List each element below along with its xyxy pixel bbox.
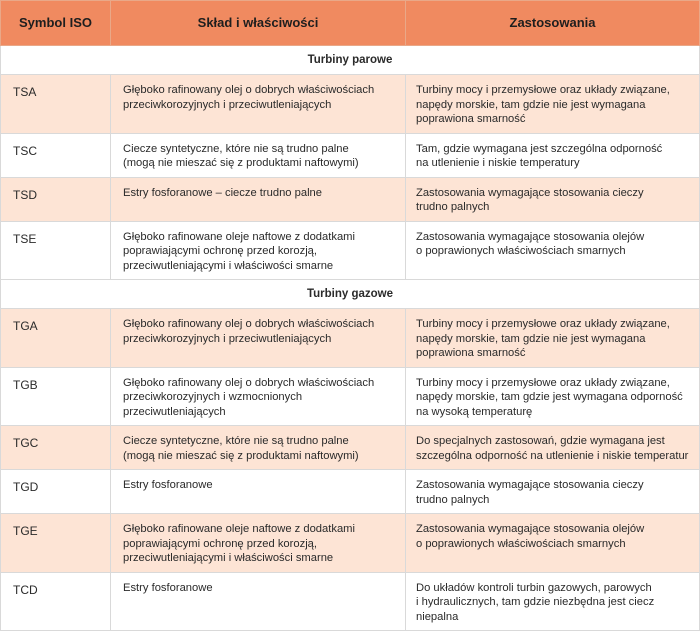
cell-line: poprawiona smarność — [416, 113, 526, 125]
cell-line: Zastosowania wymagające stosowania cieczy — [416, 186, 644, 199]
cell-line: Głęboko rafinowane oleje naftowe z dodatkami — [123, 230, 355, 243]
cell-line: o poprawionych właściwościach smarnych — [416, 537, 626, 550]
cell-line: napędy morskie, tam gdzie jest wymagana odporność — [416, 391, 683, 403]
cell-line: przeciwkorozyjnych i przeciwutleniających — [123, 332, 332, 345]
composition-cell — [111, 572, 406, 631]
cell-line: napędy morskie, tam gdzie nie jest wymagana — [416, 98, 646, 111]
symbol-cell: TCD — [1, 572, 111, 631]
composition-cell — [111, 367, 406, 426]
composition-cell — [111, 426, 406, 470]
cell-line: trudno palnych — [416, 201, 490, 213]
table-row — [1, 309, 700, 368]
cell-line: na utlenienie i niskie temperatury — [416, 157, 580, 169]
cell-line: Głęboko rafinowany olej o dobrych właściwościach — [123, 376, 375, 389]
symbol-cell: TGE — [1, 514, 111, 573]
cell-line: Zastosowania wymagające stosowania cieczy — [416, 479, 644, 491]
applications-cell — [406, 470, 700, 514]
cell-line: (mogą nie mieszać się z produktami naftowymi) — [123, 157, 359, 169]
composition-cell — [111, 221, 406, 280]
applications-cell — [406, 426, 700, 470]
applications-cell — [406, 221, 700, 280]
cell-line: Estry fosforanowe – ciecze trudno palne — [123, 186, 322, 199]
symbol-cell: TSD — [1, 177, 111, 221]
symbol-cell: TGD — [1, 470, 111, 514]
cell-line: Turbiny mocy i przemysłowe oraz układy związane, — [416, 84, 670, 96]
symbol-cell: TGB — [1, 367, 111, 426]
cell-line: Głęboko rafinowane oleje naftowe z dodatkami — [123, 523, 355, 535]
composition-cell — [111, 309, 406, 368]
applications-cell — [406, 367, 700, 426]
cell-line: szczególna odporność na utlenienie i niskie temperatur — [416, 449, 689, 462]
cell-line: Turbiny mocy i przemysłowe oraz układy związane, — [416, 376, 670, 389]
cell-line: poprawiającymi ochronę przed korozją, — [123, 245, 318, 257]
cell-line: o poprawionych właściwościach smarnych — [416, 245, 626, 257]
composition-cell — [111, 133, 406, 177]
cell-line: poprawiona smarność — [416, 347, 526, 359]
symbol-cell: TSA — [1, 75, 111, 134]
cell-line: Estry fosforanowe — [123, 581, 213, 594]
cell-line: przeciwkorozyjnych i przeciwutleniających — [123, 98, 332, 111]
table-row — [1, 426, 700, 470]
cell-line: przeciwutleniających — [123, 405, 226, 418]
cell-line: przeciwkorozyjnych i wzmocnionych — [123, 391, 303, 403]
section-title: Turbiny parowe — [1, 46, 700, 75]
composition-cell — [111, 514, 406, 573]
cell-line: Turbiny mocy i przemysłowe oraz układy związane, — [416, 318, 670, 330]
table-row — [1, 221, 700, 280]
composition-cell — [111, 177, 406, 221]
applications-cell — [406, 514, 700, 573]
symbol-cell: TGA — [1, 309, 111, 368]
applications-cell — [406, 75, 700, 134]
table-row — [1, 133, 700, 177]
cell-line: Ciecze syntetyczne, które nie są trudno palne — [123, 142, 349, 155]
cell-line: Zastosowania wymagające stosowania olejów — [416, 523, 645, 535]
cell-line: (mogą nie mieszać się z produktami naftowymi) — [123, 449, 359, 462]
table-row — [1, 367, 700, 426]
cell-line: Estry fosforanowe — [123, 479, 213, 491]
symbol-cell: TSC — [1, 133, 111, 177]
header-symbol: Symbol ISO — [1, 1, 111, 46]
cell-line: Zastosowania wymagające stosowania olejów — [416, 230, 645, 243]
cell-line: napędy morskie, tam gdzie nie jest wymagana — [416, 332, 646, 345]
section-title: Turbiny gazowe — [1, 280, 700, 309]
symbol-cell: TGC — [1, 426, 111, 470]
table-row — [1, 75, 700, 134]
table-row — [1, 572, 700, 631]
cell-line: przeciwutleniającymi i właściwości smarne — [123, 259, 334, 272]
cell-line: Do układów kontroli turbin gazowych, parowych — [416, 581, 652, 594]
table-row — [1, 470, 700, 514]
table-row — [1, 177, 700, 221]
section-row — [1, 46, 700, 75]
cell-line: Ciecze syntetyczne, które nie są trudno palne — [123, 435, 349, 447]
cell-line: Głęboko rafinowany olej o dobrych właściwościach — [123, 84, 375, 96]
table-row — [1, 514, 700, 573]
header-row — [1, 1, 700, 46]
applications-cell — [406, 309, 700, 368]
applications-cell — [406, 572, 700, 631]
section-row — [1, 280, 700, 309]
cell-line: trudno palnych — [416, 493, 490, 506]
composition-cell — [111, 470, 406, 514]
symbol-cell: TSE — [1, 221, 111, 280]
header-composition: Skład i właściwości — [111, 1, 406, 46]
cell-line: Do specjalnych zastosowań, gdzie wymagana jest — [416, 435, 665, 447]
cell-line: przeciwutleniającymi i właściwości smarne — [123, 552, 334, 564]
cell-line: na wysoką temperaturę — [416, 405, 533, 418]
cell-line: Głęboko rafinowany olej o dobrych właściwościach — [123, 318, 375, 330]
cell-line: Tam, gdzie wymagana jest szczególna odporność — [416, 142, 663, 155]
cell-line: poprawiającymi ochronę przed korozją, — [123, 537, 318, 550]
header-applications: Zastosowania — [406, 1, 700, 46]
cell-line: i hydraulicznych, tam gdzie niezbędna jest ciecz niepalna — [416, 596, 655, 623]
applications-cell — [406, 177, 700, 221]
applications-cell — [406, 133, 700, 177]
composition-cell — [111, 75, 406, 134]
